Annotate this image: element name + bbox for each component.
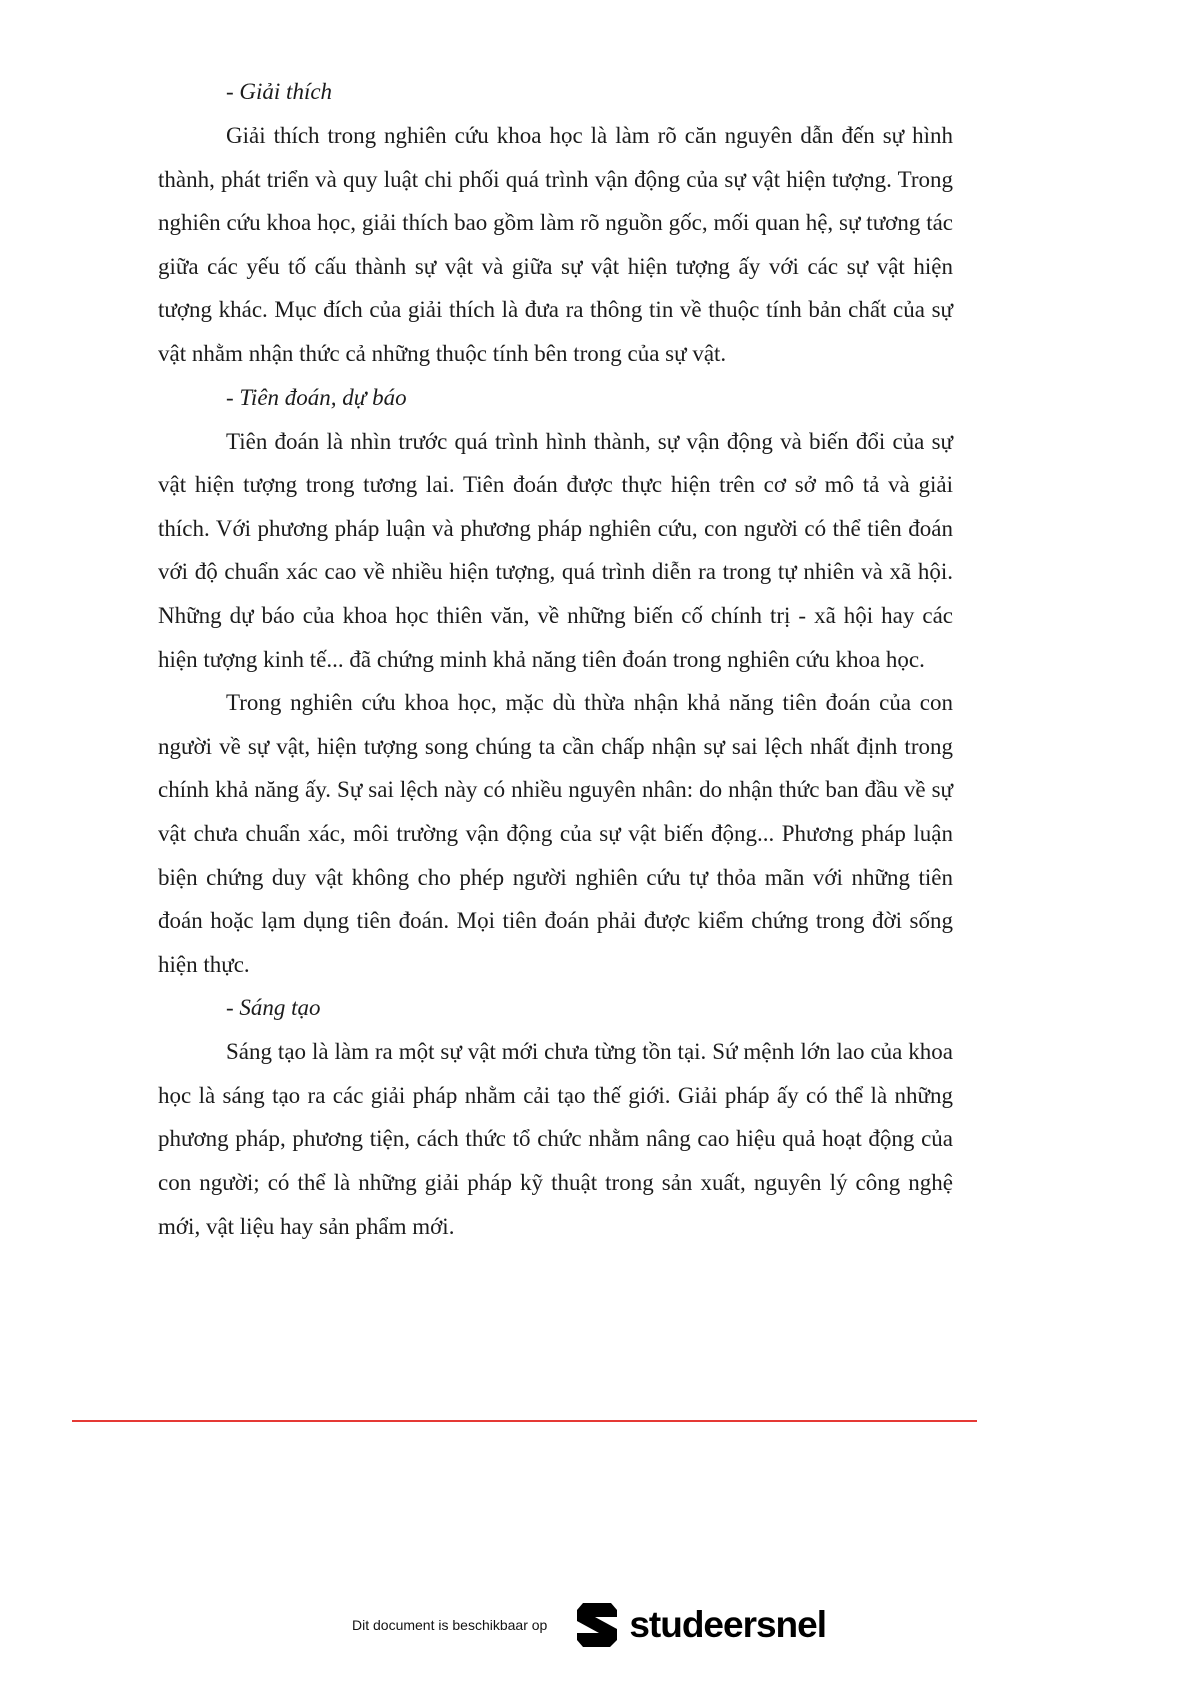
heading-giai-thich: - Giải thích [226,79,333,104]
heading-sang-tao: - Sáng tạo [226,995,321,1021]
studeersnel-logo-icon [573,1600,621,1650]
footer-banner[interactable] [352,1598,826,1652]
document-body [158,70,953,1248]
paragraph-giai-thich: Giải thích trong nghiên cứu khoa học là làm rõ căn nguyên dẫn đến sự hình thành, phát triển và quy luật chi phối quá trình vận động của sự vật hiện tượng. Trong nghiên cứu khoa học, giải thích bao gồm làm rõ nguồn gốc, mối quan hệ, sự tương tác giữa các yếu tố cấu thành sự vật và giữa sự vật hiện tượng ấy với các sự vật hiện tượng khác. Mục đích của giải thích là đưa ra thông tin về thuộc tính bản chất của sự vật nhằm nhận thức cả những thuộc tính bên trong của sự vật. [158,123,953,366]
page-divider [72,1420,977,1422]
paragraph-sang-tao: Sáng tạo là làm ra một sự vật mới chưa từng tồn tại. Sứ mệnh lớn lao của khoa học là sáng tạo ra các giải pháp nhằm cải tạo thế giới. Giải pháp ấy có thể là những phương pháp, phương tiện, cách thức tổ chức nhằm nâng cao hiệu quả hoạt động của con người; có thể là những giải pháp kỹ thuật trong sản xuất, nguyên lý công nghệ mới, vật liệu hay sản phẩm mới. [158,1039,953,1239]
paragraph-tien-doan-1: Tiên đoán là nhìn trước quá trình hình thành, sự vận động và biến đổi của sự vật hiện tượng trong tương lai. Tiên đoán được thực hiện trên cơ sở mô tả và giải thích. Với phương pháp luận và phương pháp nghiên cứu, con người có thể tiên đoán với độ chuẩn xác cao về nhiều hiện tượng, quá trình diễn ra trong tự nhiên và xã hội. Những dự báo của khoa học thiên văn, về những biến cố chính trị - xã hội hay các hiện tượng kinh tế... đã chứng minh khả năng tiên đoán trong nghiên cứu khoa học. [158,428,953,672]
heading-tien-doan: - Tiên đoán, dự báo [226,384,407,410]
paragraph-tien-doan-2: Trong nghiên cứu khoa học, mặc dù thừa nhận khả năng tiên đoán của con người về sự vật, hiện tượng song chúng ta cần chấp nhận sự sai lệch nhất định trong chính khả năng ấy. Sự sai lệch này có nhiều nguyên nhân: do nhận thức ban đầu về sự vật chưa chuẩn xác, môi trường vận động của sự vật biến động... Phương pháp luận biện chứng duy vật không cho phép người nghiên cứu tự thỏa mãn với những tiên đoán hoặc lạm dụng tiên đoán. Mọi tiên đoán phải được kiểm chứng trong đời sống hiện thực. [158,690,953,977]
studeersnel-wordmark: studeersnel [629,1604,827,1645]
footer-availability-note: Dit document is beschikbaar op [352,1617,548,1633]
